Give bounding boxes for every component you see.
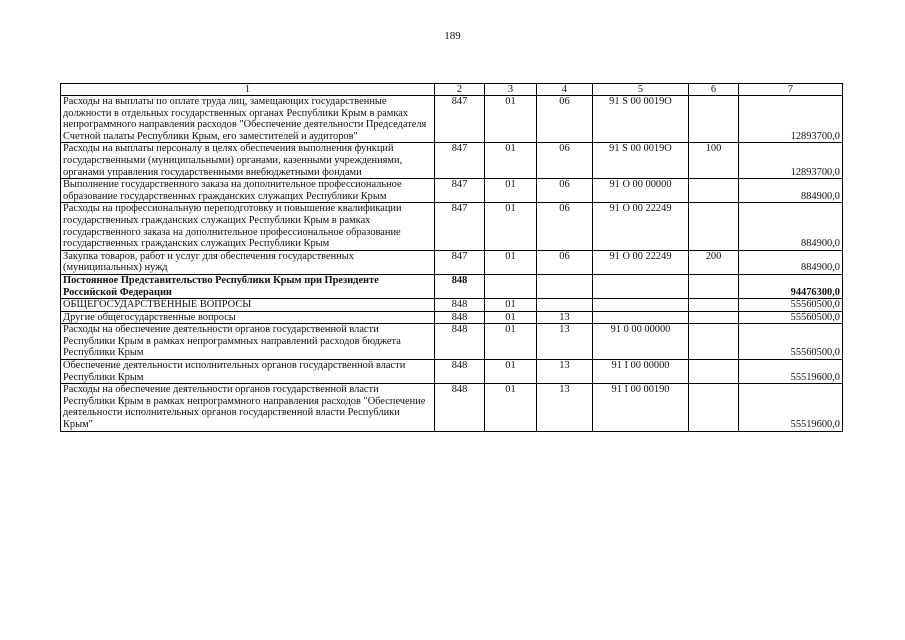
row-subsection-code: 13: [537, 311, 593, 324]
row-ministry-code: 848: [435, 311, 485, 324]
row-amount: 884900,0: [739, 203, 843, 250]
table-row: [61, 179, 843, 203]
row-target-article: [593, 274, 689, 298]
header-row: [61, 84, 843, 96]
row-target-article: 91 S 00 0019О: [593, 96, 689, 143]
row-amount: 884900,0: [739, 250, 843, 274]
column-header: 6: [689, 84, 739, 96]
row-section-code: 01: [485, 143, 537, 179]
row-amount: 55560500,0: [739, 311, 843, 324]
row-section-code: 01: [485, 203, 537, 250]
row-section-code: 01: [485, 324, 537, 360]
row-description: Выполнение государственного заказа на дополнительное профессиональное образование государственных гражданских служащих Республики Крым: [61, 179, 435, 203]
page-number: 189: [444, 30, 461, 42]
row-ministry-code: 847: [435, 179, 485, 203]
table-row: [61, 250, 843, 274]
row-description: Расходы на выплаты персоналу в целях обеспечения выполнения функций государственными (муниципальными) органами, казенными учреждениями, органами управления государственными внебюджетными фондами: [61, 143, 435, 179]
row-expense-type: [689, 96, 739, 143]
row-section-code: 01: [485, 179, 537, 203]
row-amount: 55519600,0: [739, 384, 843, 431]
row-expense-type: 100: [689, 143, 739, 179]
row-section-code: 01: [485, 96, 537, 143]
row-ministry-code: 848: [435, 324, 485, 360]
row-amount: 55560500,0: [739, 324, 843, 360]
row-subsection-code: 06: [537, 203, 593, 250]
row-subsection-code: 13: [537, 360, 593, 384]
row-expense-type: [689, 311, 739, 324]
row-ministry-code: 848: [435, 360, 485, 384]
row-target-article: [593, 299, 689, 312]
row-amount: 55560500,0: [739, 299, 843, 312]
row-ministry-code: 847: [435, 203, 485, 250]
row-expense-type: [689, 299, 739, 312]
table-row: [61, 384, 843, 431]
row-description: ОБЩЕГОСУДАРСТВЕННЫЕ ВОПРОСЫ: [61, 299, 435, 312]
row-ministry-code: 848: [435, 274, 485, 298]
row-description: Постоянное Представительство Республики Крым при Президенте Российской Федерации: [61, 274, 435, 298]
row-target-article: 91 О 00 22249: [593, 250, 689, 274]
row-target-article: 91 I 00 00190: [593, 384, 689, 431]
row-description: Расходы на обеспечение деятельности органов государственной власти Республики Крым в рамках непрограммного направления расходов "Обеспечение деятельности исполнительных органов государственной власти Республики Крым": [61, 384, 435, 431]
row-subsection-code: 06: [537, 179, 593, 203]
row-target-article: 91 О 00 00000: [593, 179, 689, 203]
row-expense-type: [689, 324, 739, 360]
row-section-code: [485, 274, 537, 298]
column-header: 2: [435, 84, 485, 96]
row-target-article: 91 S 00 0019О: [593, 143, 689, 179]
row-description: Расходы на профессиональную переподготовку и повышение квалификации государственных гражданских служащих Республики Крым в рамках государственного заказа на дополнительное профессиональное образование государственных гражданских служащих Республики Крым: [61, 203, 435, 250]
table-row: [61, 274, 843, 298]
row-section-code: 01: [485, 384, 537, 431]
table-row: [61, 311, 843, 324]
row-expense-type: [689, 179, 739, 203]
row-description: Расходы на выплаты по оплате труда лиц, замещающих государственные должности в отдельных государственных органах Республики Крым в рамках непрограммного направления расходов "Обеспечение деятельности Председателя Счетной палаты Республики Крым, его заместителей и аудиторов": [61, 96, 435, 143]
column-header: 7: [739, 84, 843, 96]
row-subsection-code: 06: [537, 96, 593, 143]
row-expense-type: [689, 203, 739, 250]
row-ministry-code: 847: [435, 143, 485, 179]
table-row: [61, 96, 843, 143]
row-target-article: 91 О 00 22249: [593, 203, 689, 250]
row-subsection-code: [537, 274, 593, 298]
row-section-code: 01: [485, 360, 537, 384]
table-row: [61, 203, 843, 250]
table-row: [61, 324, 843, 360]
row-section-code: 01: [485, 299, 537, 312]
row-subsection-code: 13: [537, 324, 593, 360]
row-section-code: 01: [485, 250, 537, 274]
budget-table: [60, 83, 843, 432]
column-header: 5: [593, 84, 689, 96]
row-amount: 94476300,0: [739, 274, 843, 298]
row-ministry-code: 847: [435, 250, 485, 274]
table-row: [61, 299, 843, 312]
column-header: 3: [485, 84, 537, 96]
row-amount: 12893700,0: [739, 143, 843, 179]
row-description: Расходы на обеспечение деятельности органов государственной власти Республики Крым в рамках непрограммных направлений расходов бюджета Республики Крым: [61, 324, 435, 360]
row-ministry-code: 848: [435, 299, 485, 312]
row-subsection-code: 06: [537, 250, 593, 274]
row-target-article: 91 I 00 00000: [593, 360, 689, 384]
row-ministry-code: 848: [435, 384, 485, 431]
table-row: [61, 360, 843, 384]
row-description: Обеспечение деятельности исполнительных органов государственной власти Республики Крым: [61, 360, 435, 384]
row-expense-type: [689, 274, 739, 298]
row-subsection-code: 06: [537, 143, 593, 179]
row-subsection-code: 13: [537, 384, 593, 431]
row-amount: 55519600,0: [739, 360, 843, 384]
row-expense-type: [689, 360, 739, 384]
row-target-article: 91 0 00 00000: [593, 324, 689, 360]
row-description: Другие общегосударственные вопросы: [61, 311, 435, 324]
row-description: Закупка товаров, работ и услуг для обеспечения государственных (муниципальных) нужд: [61, 250, 435, 274]
column-header: 1: [61, 84, 435, 96]
row-subsection-code: [537, 299, 593, 312]
row-expense-type: [689, 384, 739, 431]
column-header: 4: [537, 84, 593, 96]
row-target-article: [593, 311, 689, 324]
row-expense-type: 200: [689, 250, 739, 274]
row-amount: 884900,0: [739, 179, 843, 203]
row-ministry-code: 847: [435, 96, 485, 143]
row-section-code: 01: [485, 311, 537, 324]
table-row: [61, 143, 843, 179]
row-amount: 12893700,0: [739, 96, 843, 143]
